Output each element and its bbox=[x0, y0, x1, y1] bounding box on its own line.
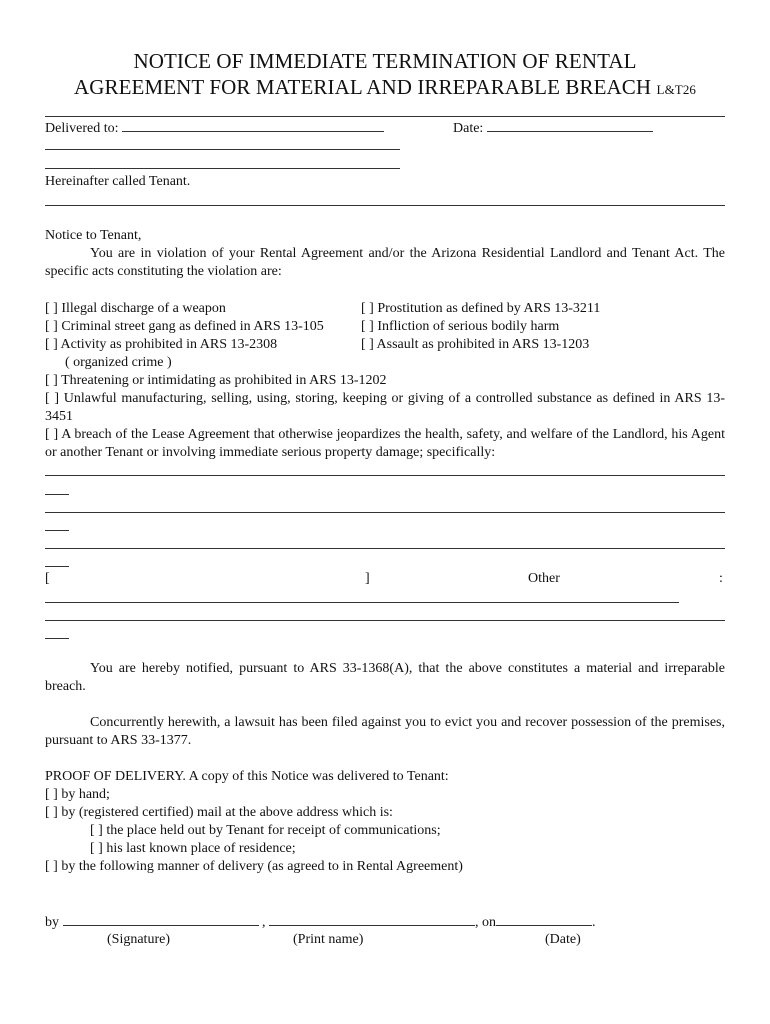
title-line-1: NOTICE OF IMMEDIATE TERMINATION OF RENTAL bbox=[133, 49, 637, 73]
specifics-line-1-cont bbox=[45, 494, 69, 495]
notified-paragraph: You are hereby notified, pursuant to ARS 33-1368(A), that the above constitutes a material and irreparable breach. bbox=[45, 661, 725, 694]
other-line-2[interactable] bbox=[45, 620, 725, 621]
violation-prostitution[interactable]: [ ] Prostitution as defined by ARS 13-3211 bbox=[361, 301, 601, 316]
proof-heading: PROOF OF DELIVERY. A copy of this Notice was delivered to Tenant: bbox=[45, 769, 449, 784]
violation-organized-crime-note: ( organized crime ) bbox=[65, 355, 172, 370]
delivered-to-row bbox=[45, 119, 384, 138]
signature-date-field[interactable] bbox=[496, 913, 592, 926]
address-line-2[interactable] bbox=[45, 168, 400, 169]
violation-assault[interactable]: [ ] Assault as prohibited in ARS 13-1203 bbox=[361, 337, 590, 352]
violation-bodily-harm[interactable]: [ ] Infliction of serious bodily harm bbox=[361, 319, 560, 334]
proof-other-manner[interactable]: [ ] by the following manner of delivery (as agreed to in Rental Agreement) bbox=[45, 859, 463, 874]
signature-period: . bbox=[592, 915, 596, 930]
title-divider bbox=[45, 116, 725, 117]
proof-by-mail[interactable]: [ ] by (registered certified) mail at the above address which is: bbox=[45, 805, 393, 820]
specifics-line-2-cont bbox=[45, 530, 69, 531]
other-label: Other bbox=[528, 571, 560, 586]
signature-field[interactable] bbox=[63, 913, 259, 926]
header-divider bbox=[45, 205, 725, 206]
violation-weapon[interactable]: [ ] Illegal discharge of a weapon bbox=[45, 301, 226, 316]
violation-organized-crime[interactable]: [ ] Activity as prohibited in ARS 13-2308 bbox=[45, 337, 278, 352]
signature-comma: , bbox=[262, 915, 266, 930]
title-line-2-text: AGREEMENT FOR MATERIAL AND IRREPARABLE BREACH bbox=[73, 75, 652, 99]
delivered-to-field[interactable] bbox=[122, 119, 384, 132]
proof-by-hand[interactable]: [ ] by hand; bbox=[45, 787, 110, 802]
other-line-1[interactable] bbox=[45, 602, 679, 603]
signature-row bbox=[45, 913, 596, 932]
lawsuit-paragraph: Concurrently herewith, a lawsuit has been filed against you to evict you and recover possession of the premises, pursuant to ARS 33-1377. bbox=[45, 715, 725, 748]
document-title bbox=[45, 48, 725, 103]
specifics-line-1[interactable] bbox=[45, 475, 725, 476]
notice-intro: You are in violation of your Rental Agreement and/or the Arizona Residential Landlord and Tenant Act. The specific acts constituting the violation are: bbox=[45, 246, 725, 279]
violation-gang[interactable]: [ ] Criminal street gang as defined in ARS 13-105 bbox=[45, 319, 324, 334]
proof-place-held[interactable]: [ ] the place held out by Tenant for receipt of communications; bbox=[90, 823, 441, 838]
address-line-1[interactable] bbox=[45, 149, 400, 150]
print-name-label: (Print name) bbox=[293, 932, 364, 947]
title-line-2 bbox=[45, 74, 725, 103]
tenant-note: Hereinafter called Tenant. bbox=[45, 174, 191, 189]
notice-greeting: Notice to Tenant, bbox=[45, 228, 142, 243]
proof-last-known[interactable]: [ ] his last known place of residence; bbox=[90, 841, 296, 856]
violation-lease-breach[interactable]: [ ] A breach of the Lease Agreement that otherwise jeopardizes the health, safety, and welfare of the Landlord, his Agent or another Tenant or involving immediate serious property damage; specifically: bbox=[45, 427, 725, 460]
signature-on: , on bbox=[475, 915, 496, 930]
other-checkbox-close: ] bbox=[365, 571, 370, 586]
date-label-bottom: (Date) bbox=[545, 932, 581, 947]
violation-threatening[interactable]: [ ] Threatening or intimidating as prohibited in ARS 13-1202 bbox=[45, 373, 387, 388]
violation-controlled-substance[interactable]: [ ] Unlawful manufacturing, selling, using, storing, keeping or giving of a controlled substance as defined in ARS 13-3451 bbox=[45, 391, 725, 424]
other-line-2-cont bbox=[45, 638, 69, 639]
date-label: Date: bbox=[453, 121, 484, 136]
specifics-line-2[interactable] bbox=[45, 512, 725, 513]
other-colon: : bbox=[719, 571, 723, 586]
specifics-line-3-cont bbox=[45, 566, 69, 567]
specifics-line-3[interactable] bbox=[45, 548, 725, 549]
date-row bbox=[453, 119, 653, 138]
delivered-to-label: Delivered to: bbox=[45, 121, 119, 136]
signature-by: by bbox=[45, 915, 59, 930]
print-name-field[interactable] bbox=[269, 913, 475, 926]
date-field[interactable] bbox=[487, 119, 653, 132]
form-code: L&T26 bbox=[656, 82, 697, 97]
other-checkbox-open[interactable]: [ bbox=[45, 571, 50, 586]
signature-label: (Signature) bbox=[107, 932, 170, 947]
